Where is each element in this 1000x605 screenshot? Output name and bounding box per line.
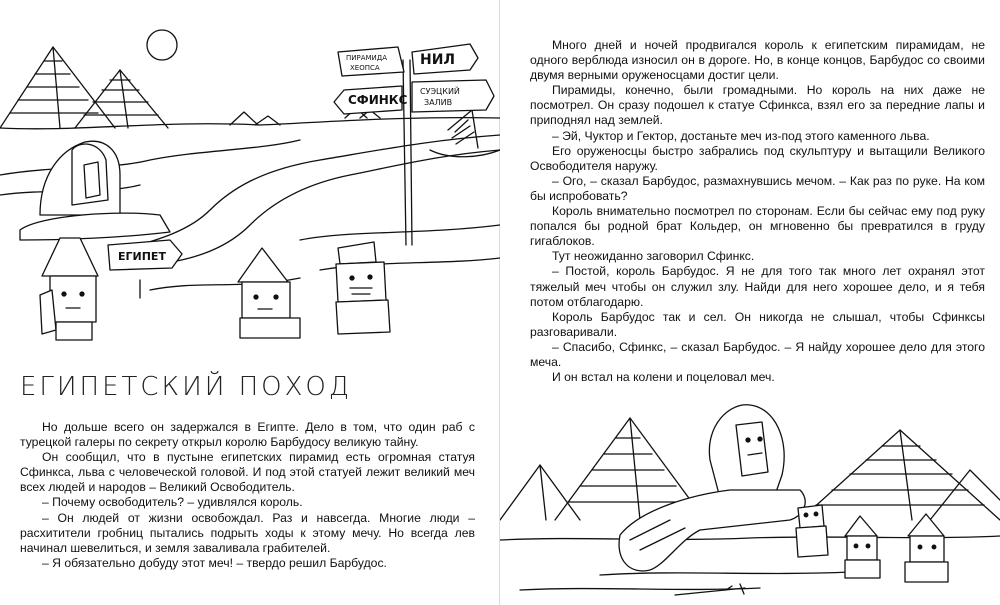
paragraph: – Эй, Чуктор и Гектор, достаньте меч из-под этого каменного льва. (552, 128, 930, 143)
character-right (905, 514, 948, 582)
paragraph: Его оруженосцы быстро забрались под скульптуру и вытащили Великого Освободителя наружу. (530, 143, 985, 173)
paragraph: Король внимательно посмотрел по сторонам. Если бы сейчас ему под руку попался бы родной брат Кольдер, он мгновенно бы превратился в груду гигаблоков. (530, 204, 985, 249)
paragraph: Но дольше всего он задержался в Египте. Дело в том, что один раб с турецкой галеры по секрету открыл королю Барбудосу великую тайну. (20, 420, 475, 450)
paragraph: – Спасибо, Сфинкс, – сказал Барбудос. – Я найду хорошее дело для этого меча. (530, 339, 985, 369)
right-page (500, 0, 1000, 605)
sign-suez (412, 80, 494, 112)
sign-pyramid-text-1: ПИРАМИДА (346, 54, 388, 62)
paragraph: – Ого, – сказал Барбудос, размахнувшись мечом. – Как раз по руке. На ком бы испробовать? (530, 173, 985, 203)
character-left (40, 238, 98, 340)
character-kneeling (796, 505, 828, 557)
sign-suez-text-1: СУЭЦКИЙ (420, 87, 460, 96)
paragraph: Король Барбудос так и сел. Он никогда не слышал, чтобы Сфинксы разговаривали. (530, 309, 985, 339)
paragraph: – Постой, король Барбудос. Я не для того так много лет охранял этот тяжелый меч чтобы он служил злу. Найди для него хорошее дело, и я тебя потом отблагодарю. (530, 264, 985, 309)
sign-suez-text-2: ЗАЛИВ (424, 98, 453, 107)
sign-nile-text: НИЛ (420, 52, 456, 68)
sign-pyramid-text-2: ХЕОПСА (350, 64, 380, 72)
sphinx-illustration (619, 405, 805, 571)
character-right (336, 242, 390, 334)
chapter-title: ЕГИПЕТСКИЙ ПОХОД (20, 372, 353, 402)
paragraph: Пирамиды, конечно, были громадными. Но король на них даже не посмотрел. Он сразу подошел к статуе Сфинкса, взял его за передние лапы и приподнял над землей. (530, 83, 985, 128)
pyramids-left (0, 47, 168, 128)
sphinx-illustration (20, 141, 170, 240)
paragraph: Он сообщил, что в пустыне египетских пирамид есть огромная статуя Сфинкса, льва с человеческой головой. И под этой статуей лежит великий меч всех людей и народов – Великий Освободитель. (20, 450, 475, 495)
paragraph: И он встал на колени и поцеловал меч. (552, 370, 775, 385)
paragraph: – Почему освободитель? – удивлялся король. (42, 495, 303, 510)
sphinx-scene-illustration (500, 390, 1000, 605)
pyramids-right (800, 430, 1000, 520)
sign-sphinx-text: СФИНКС (348, 93, 408, 107)
left-page-text (20, 420, 475, 571)
character-middle (845, 516, 880, 578)
sun-icon (147, 30, 177, 60)
sign-egypt (108, 240, 182, 298)
right-page-text (530, 38, 985, 385)
paragraph: – Я обязательно добуду этот меч! – твердо решил Барбудос. (42, 555, 387, 570)
character-middle (238, 248, 300, 338)
paragraph: – Он людей от жизни освобождал. Раз и навсегда. Многие люди – расхитители гробниц пытались подрыть ходы к этому мечу. Но всегда лев начинал шевелиться, и земля заваливала грабителей. (20, 510, 475, 555)
paragraph: Много дней и ночей продвигался король к египетским пирамидам, не одного верблюда износил он в дороге. Но, в конце концов, Барбудос со своими двумя верными оруженосцами достиг цели. (530, 38, 985, 83)
sign-egypt-text: ЕГИПЕТ (118, 250, 166, 263)
desert-illustration (0, 0, 500, 360)
paragraph: Тут неожиданно заговорил Сфинкс. (552, 249, 755, 264)
river (120, 135, 500, 250)
